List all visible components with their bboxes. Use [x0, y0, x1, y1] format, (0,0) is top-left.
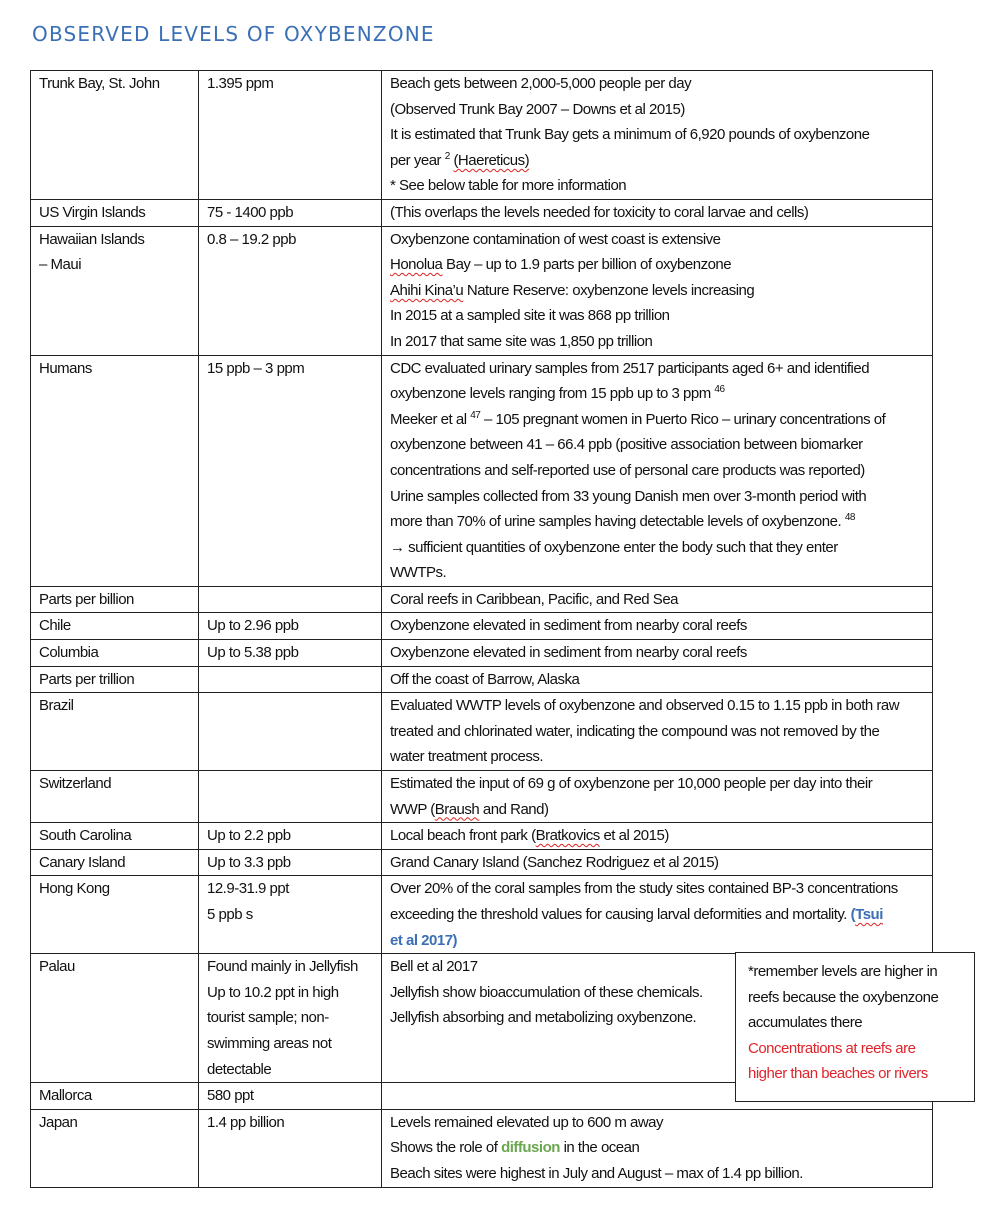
table-row: [31, 199, 933, 226]
location-cell: Mallorca: [31, 1083, 199, 1110]
notes-cell: CDC evaluated urinary samples from 2517 participants aged 6+ and identified oxybenzone levels ranging from 15 ppb up to 3 ppm $^{46}$ Meeker et al $^{47}$ – 105 pregnant women in Puerto Rico – urinary concentrations of oxybenzone between 41 – 66.4 ppb (positive association between biomarker concentrations and self-reported use of personal care products was reported) Urine samples collected from 33 young Danish men over 3-month period with more than 70% of urine samples having detectable levels of oxybenzone. $^{48}$ → sufficient quantities of oxybenzone enter the body such that they enter WWTPs.: [382, 355, 933, 586]
level-cell: [199, 586, 382, 613]
citation-link[interactable]: (Tsui: [850, 906, 883, 923]
notes-cell: Oxybenzone elevated in sediment from nearby coral reefs: [382, 613, 933, 640]
callout-alert-line: Concentrations at reefs are: [748, 1039, 916, 1057]
level-cell: Found mainly in Jellyfish Up to 10.2 ppt in high tourist sample; non- swimming areas not detectable: [199, 954, 382, 1083]
table-row: [31, 666, 933, 693]
location-cell: Humans: [31, 355, 199, 586]
notes-cell: Oxybenzone contamination of west coast is extensive Honolua Bay – up to 1.9 parts per billion of oxybenzone Ahihi Kina’u Nature Reserve: oxybenzone levels increasing In 2015 at a sampled site it was 868 pp trillion In 2017 that same site was 1,850 pp trillion: [382, 226, 933, 355]
table-row: [31, 876, 933, 954]
location-cell: Japan: [31, 1109, 199, 1187]
level-cell: 75 - 1400 ppb: [199, 199, 382, 226]
location-cell: Chile: [31, 613, 199, 640]
level-cell: 1.395 ppm: [199, 71, 382, 200]
notes-cell: Grand Canary Island (Sanchez Rodriguez et al 2015): [382, 849, 933, 876]
callout-line: reefs because the oxybenzone: [748, 988, 939, 1006]
location-cell: Brazil: [31, 693, 199, 771]
table-row: [31, 693, 933, 771]
notes-cell: Beach gets between 2,000-5,000 people per day (Observed Trunk Bay 2007 – Downs et al 2015) It is estimated that Trunk Bay gets a minimum of 6,920 pounds of oxybenzone per year $^2$ (Haereticus) * See below table for more information: [382, 71, 933, 200]
table-row: [31, 849, 933, 876]
level-cell: 15 ppb – 3 ppm: [199, 355, 382, 586]
table-row: [31, 355, 933, 586]
location-cell: Columbia: [31, 640, 199, 667]
level-cell: 580 ppt: [199, 1083, 382, 1110]
location-cell: Parts per trillion: [31, 666, 199, 693]
level-cell: 12.9-31.9 ppt 5 ppb s: [199, 876, 382, 954]
table-row: [31, 613, 933, 640]
level-cell: 0.8 – 19.2 ppb: [199, 226, 382, 355]
location-cell: US Virgin Islands: [31, 199, 199, 226]
notes-cell: Over 20% of the coral samples from the study sites contained BP-3 concentrations exceeding the threshold values for causing larval deformities and mortality. (Tsui et al 2017): [382, 876, 933, 954]
location-cell: Trunk Bay, St. John: [31, 71, 199, 200]
table-row: [31, 226, 933, 355]
table-row: [31, 1109, 933, 1187]
table-row: [31, 640, 933, 667]
callout-line: *remember levels are higher in: [748, 963, 938, 980]
notes-cell: Levels remained elevated up to 600 m away Shows the role of diffusion in the ocean Beach sites were highest in July and August – max of 1.4 pp billion.: [382, 1109, 933, 1187]
notes-cell: Bell et al 2017 Jellyfish show bioaccumulation of these chemicals. Jellyfish absorbing and metabolizing oxybenzone.: [382, 954, 933, 1083]
table-row: [31, 71, 933, 200]
notes-cell: (This overlaps the levels needed for toxicity to coral larvae and cells): [382, 199, 933, 226]
notes-cell: Coral reefs in Caribbean, Pacific, and Red Sea: [382, 586, 933, 613]
level-cell: [199, 771, 382, 823]
notes-cell: Estimated the input of 69 g of oxybenzone per 10,000 people per day into their WWP (Braush and Rand): [382, 771, 933, 823]
notes-cell: Local beach front park (Bratkovics et al 2015): [382, 823, 933, 850]
location-cell: Switzerland: [31, 771, 199, 823]
location-cell: South Carolina: [31, 823, 199, 850]
callout-alert-line: higher than beaches or rivers: [748, 1065, 928, 1083]
table-row: [31, 823, 933, 850]
location-cell: Hawaiian Islands – Maui: [31, 226, 199, 355]
location-cell: Palau: [31, 954, 199, 1083]
callout-note-box: [735, 952, 975, 1102]
table-row: [31, 586, 933, 613]
page-title: OBSERVED LEVELS OF OXYBENZONE: [32, 22, 435, 46]
notes-cell: Oxybenzone elevated in sediment from nearby coral reefs: [382, 640, 933, 667]
level-cell: 1.4 pp billion: [199, 1109, 382, 1187]
level-cell: Up to 2.2 ppb: [199, 823, 382, 850]
highlight-term: diffusion: [501, 1139, 560, 1157]
location-cell: Canary Island: [31, 849, 199, 876]
notes-cell: Off the coast of Barrow, Alaska: [382, 666, 933, 693]
level-cell: [199, 666, 382, 693]
level-cell: [199, 693, 382, 771]
callout-line: accumulates there: [748, 1014, 863, 1032]
location-cell: Hong Kong: [31, 876, 199, 954]
level-cell: Up to 5.38 ppb: [199, 640, 382, 667]
location-cell: Parts per billion: [31, 586, 199, 613]
notes-cell: Evaluated WWTP levels of oxybenzone and observed 0.15 to 1.15 ppb in both raw treated and chlorinated water, indicating the compound was not removed by the water treatment process.: [382, 693, 933, 771]
table-row: [31, 771, 933, 823]
level-cell: Up to 3.3 ppb: [199, 849, 382, 876]
level-cell: Up to 2.96 ppb: [199, 613, 382, 640]
